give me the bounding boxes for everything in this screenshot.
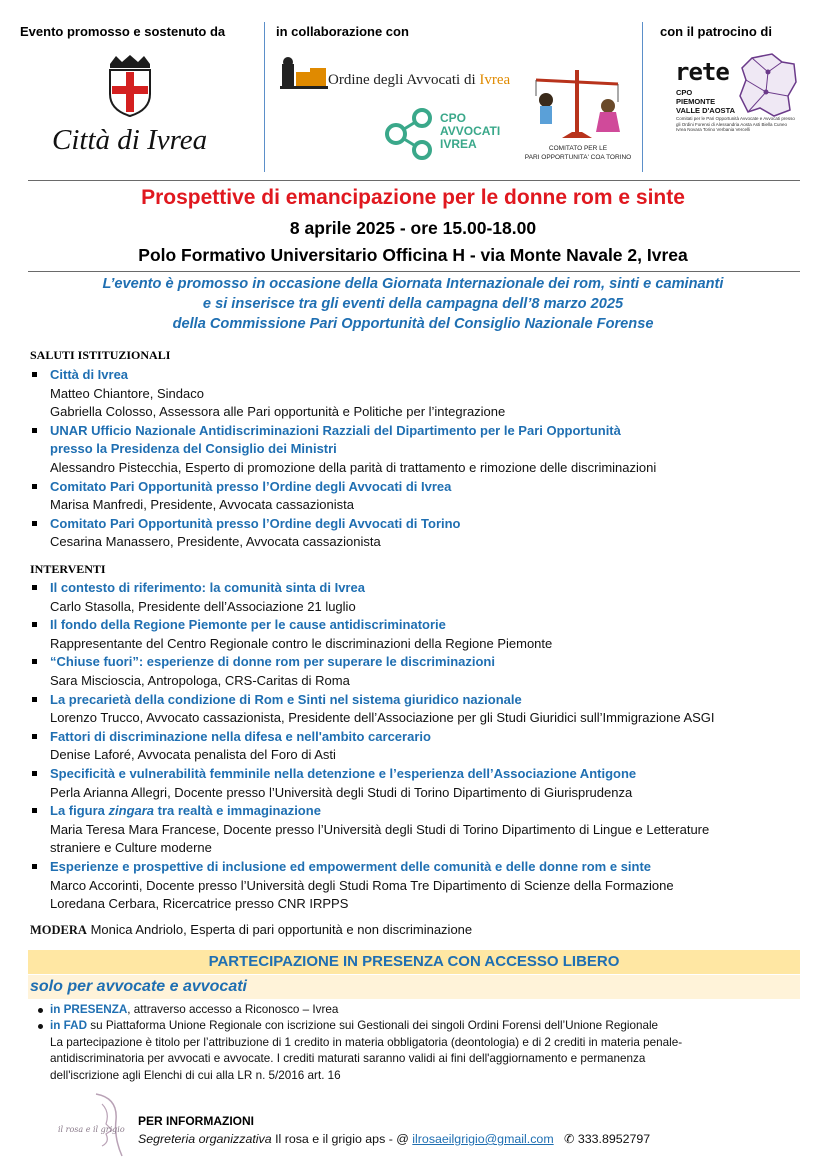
saluti-title: SALUTI ISTITUZIONALI <box>30 348 171 362</box>
rete-description: Comitati per le Pari Opportunità Avvocate e Avvocati presso gli Ordini Forensi di Alessandria Aosta Asti Biella Cuneo Ivrea Novara Torino Verbania Vercelli <box>676 116 795 132</box>
item-line: Rappresentante del Centro Regionale contro le discriminazioni della Regione Piemonte <box>50 635 553 651</box>
moderator-label: MODERA <box>30 923 87 937</box>
credits-line: La partecipazione è titolo per l’attribuzione di 1 credito in materia obbligatoria (deontologia) e di 2 crediti in materia penale- <box>50 1035 683 1049</box>
event-title: Prospettive di emancipazione per le donne rom e sinte <box>141 186 685 209</box>
list-item <box>30 366 810 422</box>
list-item <box>30 653 810 690</box>
item-heading: Comitato Pari Opportunità presso l’Ordine degli Avvocati di Torino <box>50 515 461 531</box>
item-line: Sara Miscioscia, Antropologa, CRS-Caritas di Roma <box>50 672 350 688</box>
item-heading: Città di Ivrea <box>50 367 129 382</box>
cpo-avvocati-ivrea-logo-text: CPO AVVOCATI IVREA <box>440 111 501 151</box>
bullet-icon <box>32 585 37 590</box>
list-item <box>30 765 810 802</box>
credits-line: antidiscriminatoria per avvocati e avvocate. I crediti maturati saranno validi ai fini dell'aggiornamento e permanenza <box>50 1052 646 1066</box>
info-contact-line: Segreteria organizzativa Il rosa e il grigio aps - @ ilrosaeilgrigio@gmail.com ✆ 333.8952797 <box>138 1132 651 1146</box>
bullet-icon <box>32 864 37 869</box>
item-line: Maria Teresa Mara Francese, Docente presso l’Università degli Studi di Torino Dipartimento di Lingue e Letterature <box>50 821 710 837</box>
event-date: 8 aprile 2025 - ore 15.00-18.00 <box>289 218 537 238</box>
bullet-icon <box>32 521 37 526</box>
participation-subbanner: solo per avvocate e avvocati <box>28 975 800 999</box>
ordine-avvocati-logo <box>280 56 328 92</box>
participation-details <box>34 1002 794 1084</box>
list-item <box>30 616 810 653</box>
item-line: Carlo Stasolla, Presidente dell’Associazione 21 luglio <box>50 598 356 614</box>
header <box>0 0 826 182</box>
list-item <box>30 515 810 552</box>
item-heading: Specificità e vulnerabilità femminile nella detenzione e l’esperienza dell’Associazione Antigone <box>50 765 637 781</box>
rete-piemonte-map-logo <box>738 52 798 118</box>
participation-banner: PARTECIPAZIONE IN PRESENZA CON ACCESSO LIBERO <box>28 950 800 974</box>
item-line: Alessandro Pistecchia, Esperto di promozione della parità di trattamento e rimozione delle discriminazioni <box>50 459 657 475</box>
item-heading: La figura zingara tra realtà e immaginazione <box>50 803 321 819</box>
list-item: in PRESENZA, attraverso accesso a Riconosco – Ivrea <box>34 1002 794 1018</box>
cpo-avvocati-ivrea-logo <box>384 108 436 160</box>
item-line: Lorenzo Trucco, Avvocato cassazionista, Presidente dell’Associazione per gli Studi Giuridici sull’Immigrazione ASGI <box>50 710 715 726</box>
interventi-title: INTERVENTI <box>30 562 106 576</box>
ordine-avvocati-logo-text: Ordine degli Avvocati di Ivrea <box>328 72 511 88</box>
bullet-icon <box>32 622 37 627</box>
bullet-icon <box>32 372 37 377</box>
item-heading: Esperienze e prospettive di inclusione ed empowerment delle comunità e delle donne rom e sinte <box>50 858 652 874</box>
patronage-label: con il patrocino di <box>660 24 772 39</box>
item-line: Perla Arianna Allegri, Docente presso l’Università degli Studi di Torino Dipartimento di Giurisprudenza <box>50 784 633 800</box>
il-rosa-e-il-grigio-logo <box>56 1090 136 1160</box>
comitato-torino-caption: COMITATO PER LE PARI OPPORTUNITA' COA TORINO <box>524 145 632 161</box>
list-item <box>30 579 810 616</box>
bullet-icon <box>32 428 37 433</box>
phone-icon: ✆ <box>557 1132 575 1146</box>
list-item: in FAD su Piattaforma Unione Regionale con iscrizione sui Gestionali dei singoli Ordini Forensi dell’Unione Regionale La partecipazione è titolo per l’attribuzione di 1 credito in materia obbligatoria (deontologia) e di 2 crediti in materia penale- antidiscriminatoria per avvocati e avvocate. I crediti maturati saranno validi ai fini dell'aggiornamento e permanenza dell'iscrizione agli Elenchi di cui alla LR n. 5/2016 art. 16 <box>34 1018 794 1084</box>
event-venue: Polo Formativo Universitario Officina H - via Monte Navale 2, Ivrea <box>138 245 688 265</box>
logo-lettering: il rosa e il grigio <box>58 1125 125 1134</box>
promoter-label: Evento promosso e sostenuto da <box>20 24 226 39</box>
interventi-list <box>30 579 810 914</box>
list-item <box>30 858 810 914</box>
item-line: Marisa Manfredi, Presidente, Avvocata cassazionista <box>50 497 354 513</box>
credits-line: dell'iscrizione agli Elenchi di cui alla LR n. 5/2016 art. 16 <box>50 1068 341 1082</box>
segreteria-label: Segreteria organizzativa <box>138 1132 272 1146</box>
bullet-icon <box>32 734 37 739</box>
moderator-line <box>30 922 472 938</box>
rete-logo-word: rete <box>675 58 729 86</box>
item-line: Loredana Cerbara, Ricercatrice presso CNR IRPPS <box>50 896 349 912</box>
bullet-icon <box>38 1008 43 1013</box>
item-heading: Comitato Pari Opportunità presso l’Ordine degli Avvocati di Ivrea <box>50 478 452 494</box>
header-divider <box>642 22 643 172</box>
list-item <box>30 728 810 765</box>
bullet-icon <box>32 659 37 664</box>
citta-di-ivrea-crest-logo <box>102 54 158 118</box>
list-item <box>30 478 810 515</box>
list-item <box>30 691 810 728</box>
item-heading: Il contesto di riferimento: la comunità sinta di Ivrea <box>50 580 365 595</box>
phone-number[interactable]: 333.8952797 <box>577 1132 651 1146</box>
list-item <box>30 422 810 478</box>
header-rule <box>28 180 800 181</box>
email-link[interactable]: ilrosaeilgrigio@gmail.com <box>412 1132 554 1146</box>
item-line: straniere e Culture moderne <box>50 840 212 856</box>
item-heading: Il fondo della Regione Piemonte per le cause antidiscriminatorie <box>50 617 446 633</box>
saluti-list <box>30 366 810 552</box>
item-line: Gabriella Colosso, Assessora alle Pari opportunità e Politiche per l’integrazione <box>50 404 506 420</box>
bullet-icon <box>32 484 37 489</box>
bullet-icon <box>32 771 37 776</box>
title-rule <box>28 271 800 272</box>
item-heading: “Chiuse fuori”: esperienze di donne rom per superare le discriminazioni <box>50 654 495 670</box>
bullet-icon <box>32 697 37 702</box>
collab-label: in collaborazione con <box>276 24 409 39</box>
citta-di-ivrea-logo-text: Città di Ivrea <box>52 124 208 156</box>
list-item <box>30 802 810 858</box>
item-line: Cesarina Manassero, Presidente, Avvocata cassazionista <box>50 534 381 550</box>
item-line: Marco Accorinti, Docente presso l’Università degli Studi Roma Tre Dipartimento di Scienze della Formazione <box>50 877 674 893</box>
header-divider <box>264 22 265 172</box>
rete-cpo-text: CPO PIEMONTE VALLE D'AOSTA <box>676 88 736 115</box>
moderator-text: Monica Andriolo, Esperta di pari opportunità e non discriminazione <box>90 922 473 937</box>
bullet-icon <box>32 808 37 813</box>
event-intro: L’evento è promosso in occasione della Giornata Internazionale dei rom, sinti e caminanti e si inserisce tra gli eventi della campagna dell’8 marzo 2025 della Commissione Pari Opportunità del Consiglio Nazionale Forense <box>102 276 724 332</box>
comitato-torino-scale-logo <box>522 66 632 142</box>
item-line: Denise Laforé, Avvocata penalista del Foro di Asti <box>50 747 336 763</box>
item-heading: Fattori di discriminazione nella difesa e nell'ambito carcerario <box>50 728 431 744</box>
item-heading: La precarietà della condizione di Rom e Sinti nel sistema giuridico nazionale <box>50 691 522 707</box>
info-title: PER INFORMAZIONI <box>138 1114 254 1128</box>
item-line: Matteo Chiantore, Sindaco <box>50 385 204 401</box>
item-heading: UNAR Ufficio Nazionale Antidiscriminazioni Razziali del Dipartimento per le Pari Opportunità <box>50 422 621 438</box>
bullet-icon <box>38 1024 43 1029</box>
item-heading: presso la Presidenza del Consiglio dei Ministri <box>50 441 337 457</box>
